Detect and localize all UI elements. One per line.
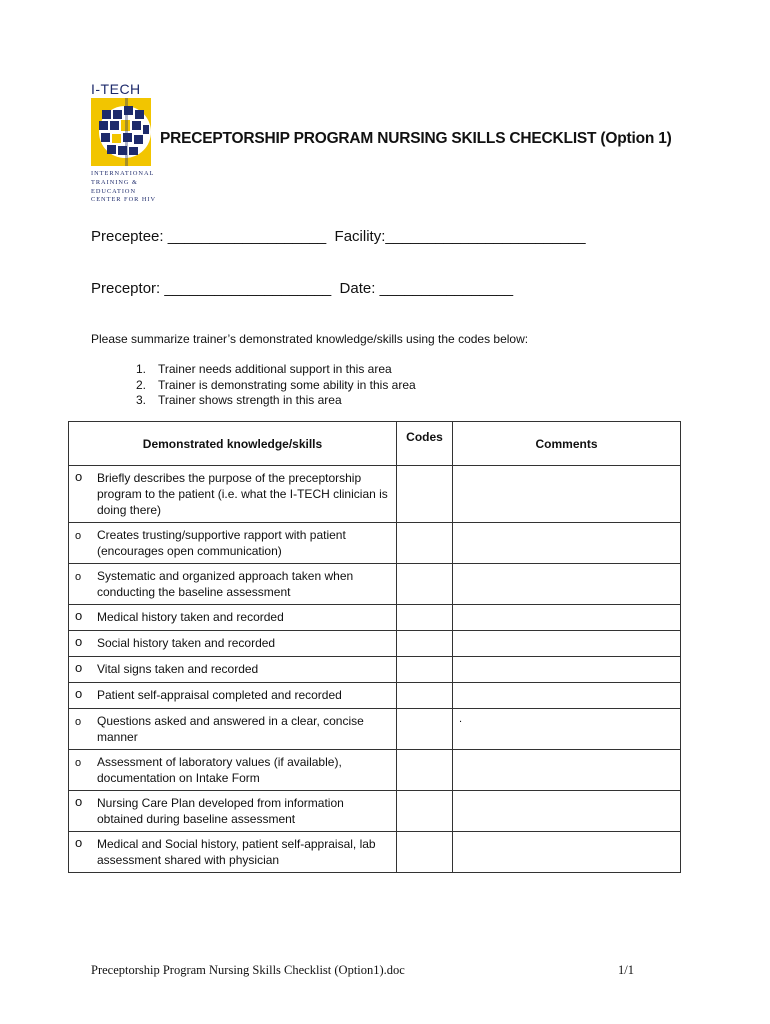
bullet-icon: o xyxy=(75,608,83,623)
skill-text: Briefly describes the purpose of the preceptorship program to the patient (i.e. what the I-TECH clinician is doing there) xyxy=(97,471,388,517)
skill-text: Questions asked and answered in a clear, concise manner xyxy=(97,714,364,744)
comment-text xyxy=(453,631,680,635)
skills-checklist-table xyxy=(68,421,681,873)
code-cell[interactable] xyxy=(397,750,453,791)
comment-cell[interactable] xyxy=(453,523,681,564)
table-row xyxy=(69,657,681,683)
comment-text xyxy=(453,564,680,568)
comment-text xyxy=(453,605,680,609)
skill-cell xyxy=(69,683,397,709)
comment-cell[interactable] xyxy=(453,683,681,709)
logo-line: INTERNATIONAL xyxy=(91,170,155,177)
comment-cell[interactable] xyxy=(453,750,681,791)
table-row xyxy=(69,631,681,657)
document-title: PRECEPTORSHIP PROGRAM NURSING SKILLS CHECKLIST (Option 1) xyxy=(160,130,672,147)
code-number: 1. xyxy=(136,362,147,376)
table-row xyxy=(69,832,681,873)
comment-cell[interactable] xyxy=(453,832,681,873)
code-cell[interactable] xyxy=(397,709,453,750)
table-header-row xyxy=(69,422,681,466)
skill-cell xyxy=(69,750,397,791)
skill-text: Assessment of laboratory values (if available), documentation on Intake Form xyxy=(97,755,342,785)
bullet-icon: o xyxy=(75,530,82,542)
preceptor-date-line[interactable]: Preceptor: ____________________ Date: ________________ xyxy=(91,280,514,297)
comment-cell[interactable] xyxy=(453,564,681,605)
skill-text: Systematic and organized approach taken when conducting the baseline assessment xyxy=(97,569,354,599)
skill-cell xyxy=(69,657,397,683)
code-cell[interactable] xyxy=(397,791,453,832)
comment-cell[interactable] xyxy=(453,791,681,832)
skill-text: Creates trusting/supportive rapport with patient (encourages open communication) xyxy=(97,528,346,558)
code-cell[interactable] xyxy=(397,564,453,605)
logo-subtitle xyxy=(91,170,157,205)
code-text: Trainer needs additional support in this area xyxy=(158,362,392,376)
code-cell[interactable] xyxy=(397,832,453,873)
table-row xyxy=(69,605,681,631)
code-cell[interactable] xyxy=(397,523,453,564)
logo-line: TRAINING & xyxy=(91,178,138,186)
logo-line: CENTER FOR HIV xyxy=(91,196,157,204)
table-row xyxy=(69,523,681,564)
table-row xyxy=(69,709,681,750)
comment-text: . xyxy=(459,713,463,725)
code-cell[interactable] xyxy=(397,605,453,631)
code-number: 2. xyxy=(136,377,147,392)
skill-text: Patient self-appraisal completed and recorded xyxy=(97,688,342,702)
skill-cell xyxy=(69,832,397,873)
skill-text: Vital signs taken and recorded xyxy=(97,662,259,676)
code-item xyxy=(136,362,416,378)
table-row xyxy=(69,564,681,605)
header-skills: Demonstrated knowledge/skills xyxy=(69,422,397,466)
code-cell[interactable] xyxy=(397,683,453,709)
skill-cell xyxy=(69,523,397,564)
skill-cell xyxy=(69,466,397,523)
preceptee-facility-line[interactable]: Preceptee: ___________________ Facility:________________________ xyxy=(91,228,586,245)
bullet-icon: o xyxy=(75,660,83,675)
comment-text xyxy=(453,791,680,795)
bullet-icon: o xyxy=(75,794,83,809)
bullet-icon: o xyxy=(75,634,83,649)
code-text: Trainer is demonstrating some ability in this area xyxy=(158,377,416,392)
comment-cell[interactable] xyxy=(453,709,681,750)
skill-text: Nursing Care Plan developed from information obtained during baseline assessment xyxy=(97,796,344,826)
code-number: 3. xyxy=(136,393,147,407)
comment-cell[interactable] xyxy=(453,657,681,683)
skill-text: Social history taken and recorded xyxy=(97,636,276,650)
comment-text xyxy=(453,466,680,470)
logo-title: I-TECH xyxy=(91,81,141,97)
table-row xyxy=(69,466,681,523)
bullet-icon: o xyxy=(75,469,83,484)
code-text: Trainer shows strength in this area xyxy=(158,393,342,407)
skill-cell xyxy=(69,631,397,657)
skill-cell xyxy=(69,605,397,631)
comment-text xyxy=(453,750,680,754)
itech-logo xyxy=(91,81,157,205)
header-comments: Comments xyxy=(453,422,681,466)
skill-cell xyxy=(69,791,397,832)
skill-cell xyxy=(69,709,397,750)
comment-text xyxy=(453,832,680,836)
comment-text xyxy=(453,657,680,661)
code-legend xyxy=(136,362,416,409)
code-cell[interactable] xyxy=(397,631,453,657)
comment-cell[interactable] xyxy=(453,605,681,631)
globe-icon xyxy=(91,98,151,166)
bullet-icon: o xyxy=(75,686,83,701)
skill-cell xyxy=(69,564,397,605)
bullet-icon: o xyxy=(75,571,82,583)
code-item xyxy=(136,393,416,409)
comment-cell[interactable] xyxy=(453,466,681,523)
code-cell[interactable] xyxy=(397,657,453,683)
bullet-icon: o xyxy=(75,716,82,728)
comment-text xyxy=(453,523,680,527)
footer-filename: Preceptorship Program Nursing Skills Checklist (Option1).doc xyxy=(91,963,405,977)
logo-line: EDUCATION xyxy=(91,187,137,195)
header-codes: Codes xyxy=(397,422,453,466)
table-row xyxy=(69,791,681,832)
code-cell[interactable] xyxy=(397,466,453,523)
bullet-icon: o xyxy=(75,835,83,850)
table-row xyxy=(69,683,681,709)
code-item xyxy=(136,378,416,394)
skill-text: Medical and Social history, patient self-appraisal, lab assessment shared with physician xyxy=(97,837,376,867)
skill-text: Medical history taken and recorded xyxy=(97,610,284,624)
comment-cell[interactable] xyxy=(453,631,681,657)
footer-page-number: 1/1 xyxy=(618,963,634,977)
bullet-icon: o xyxy=(75,757,82,769)
instructions: Please summarize trainer’s demonstrated knowledge/skills using the codes below: xyxy=(91,332,529,346)
table-row xyxy=(69,750,681,791)
comment-text xyxy=(453,683,680,687)
